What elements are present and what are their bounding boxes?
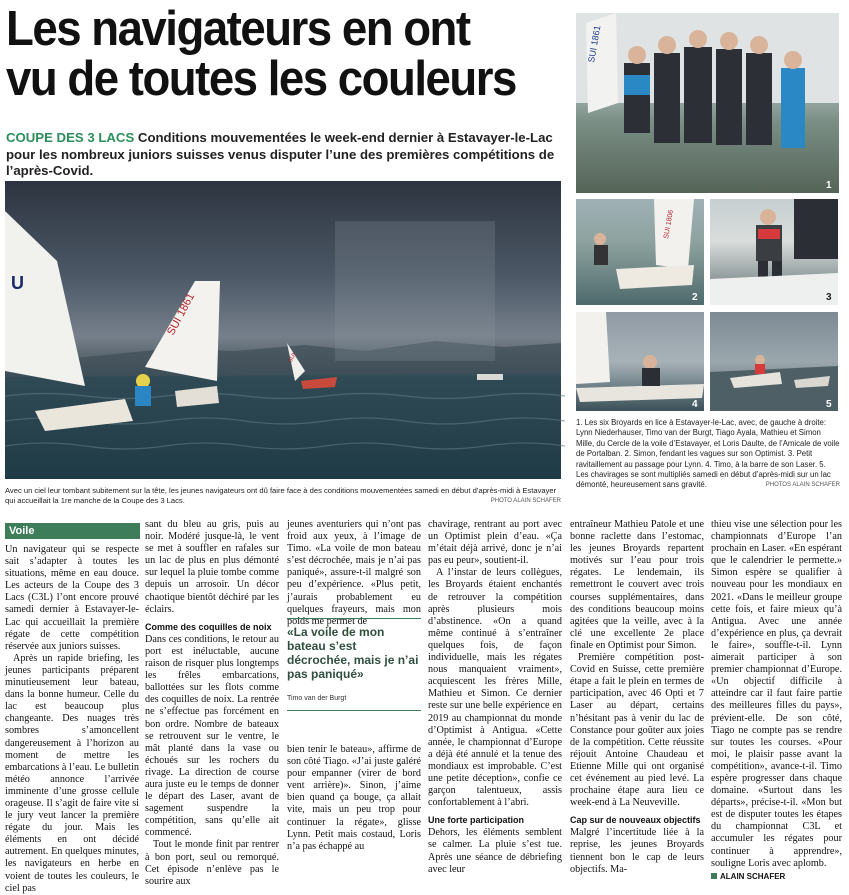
photo-number-4: 4 — [692, 399, 698, 410]
article-paragraph: thieu vise une sélection pour les championnats d’Europe l’an prochain en Laser. «En espérant que le calendrier le permette.» Simon espère se qualifier à nouveau pour les mondiaux en 2021. «Dans le meilleur groupe cette fois, et faire mieux qu’à Antigua. Avec une année d’expérience en plus, ça devrait le faire», souffle-t-il. Lynn aimerait participer à son premier championnat d’Europe. «Un objectif difficile à atteindre car il faut faire partie des meilleures filles du pays», prévient-elle. De son côté, Tiago ne compte pas se rendre sur toutes les courses. «Pour moi, le plaisir passe avant la compétition», avance-t-il. Timo espère progresser dans chaque domaine. «Surtout dans les départs», précise-t-il. «Mon but est de disputer toutes les étapes du championnat C3L et accumuler les régates pour continuer à apprendre», souligne Loris avec aplomb. — [711, 519, 842, 869]
photo-capsize — [710, 312, 838, 411]
team-photo-illustration — [576, 13, 839, 193]
article-paragraph: A l’instar de leurs collègues, les Broyards étaient enchantés de retrouver la compétition après plusieurs mois d’abstinence. «On a quand même continué à s’entraîner quelques fois, de façon individuelle, mais les régates nous manquaient vraiment», acquiescent les frères Mille, Mathieu et Simon. Ce dernier reste sur une belle expérience en 2019 au championnat du monde d’Optimist à Antigua. «Cette année, le championnat d’Europe a déjà été annulé et la tenue des mondiaux est improbable. C’est une petite déception», confie ce garçon talentueux, assis confortablement à l’abri. — [428, 567, 562, 809]
article-paragraph: bien tenir le bateau», affirme de son côté Tiago. «J’ai juste galéré pour empanner (virer de bord vent arrière)». Sinon, j’aime bien quand ça bouge, ça allait vite, mais un peu trop pour continuer la régate», glisse Lynn. Petit mais costaud, Loris n’a pas échappé au — [287, 744, 421, 852]
main-photo-caption — [5, 486, 561, 506]
main-sail-number-2: SUI — [287, 352, 298, 364]
article-paragraph: entraîneur Mathieu Patole et une bonne raclette dans l’estomac, les jeunes Broyards repartent motivés sur l’eau pour trois régates. Le lendemain, ils remettront le couvert avec trois courses supplémentaires, dans des conditions beaucoup moins agitées que la veille, avec à la clé une excellente 2e place finale en Optimist pour Simon. — [570, 519, 704, 651]
article-paragraph: chavirage, rentrant au port avec un Optimist plein d’eau. «Ça m’était déjà arrivé, donc je n’ai pas eu peur», soutient-il. — [428, 519, 562, 567]
article-paragraph: Malgré l’incertitude liée à la reprise, les jeunes Broyards tiennent bon le cap de leurs objectifs. Ma- — [570, 827, 704, 875]
main-photo-credit: PHOTO ALAIN SCHAFER — [490, 498, 561, 504]
article-paragraph: Tout le monde finit par rentrer à bon port, seul ou remorqué. Cet épisode n’enlève pas le sourire aux — [145, 839, 279, 887]
team-sail-number: SUI 1861 — [586, 24, 603, 64]
sail-letter: U — [11, 273, 24, 293]
photo-number-2: 2 — [692, 292, 698, 303]
article-paragraph: Dans ces conditions, le retour au port est inéluctable, aucune raison de risquer plus longtemps les frêles embarcations, ballottées sur les flots comme des coquilles de noix. La rentrée ne s’effectue pas forcément en bon ordre. Nombre de bateaux se retrouvent sur le ventre, le mât planté dans la vase ou échoués sur les rochers du rivage. La direction de course aura juste eu le temps de donner le départ des Laser, avant de sagement suspendre la compétition, sans qu’elle ait commencé. — [145, 633, 279, 839]
article-column-4 — [428, 519, 562, 876]
kicker: COUPE DES 3 LACS — [6, 130, 135, 145]
main-sail-number-1: SUI 1861 — [165, 291, 198, 338]
article-column-2 — [145, 519, 279, 888]
article-column-6 — [711, 519, 842, 883]
side-caption-text: 1. Les six Broyards en lice à Estavayer-le-Lac, avec, de gauche à droite: Lynn Niederhauser, Timo van der Burgt, Tiago Ayala, Mathieu et Simon Mille, du Cercle de la voile d’Estavayer, et Loris Daulte, de l’Amicale de voile de Portalban. 2. Simon, fendant les vagues sur son Optimist. 3. Petit ravitaillement au passage pour Lynn. 4. Timo, à la barre de son Laser. 5. Les chavirages se sont multipliés samedi en début d’après-midi sur un lac démonté, heureusement sans gravité. — [576, 418, 840, 490]
photo-lynn-illustration — [710, 199, 838, 305]
photo-number-5: 5 — [826, 399, 832, 410]
article-column-1 — [5, 544, 139, 895]
intertitle: Cap sur de nouveaux objectifs — [570, 815, 701, 826]
photo-capsize-illustration — [710, 312, 838, 411]
main-photo-illustration — [5, 181, 561, 479]
main-caption-text: Avec un ciel leur tombant subitement sur la tête, les jeunes navigateurs ont dû faire face à des conditions mouvementées samedi en début d’après-midi à Estavayer qui accueillait la 1re manche de la Coupe des 3 Lacs. — [5, 486, 557, 505]
article-paragraph: Un navigateur qui se respecte sait s’adapter à toutes les situations, même en eau douce. Les acteurs de la Coupe des 3 Lacs (C3L) l’ont encore prouvé samedi dernier à Estavayer-le-Lac qui accueillait la première régate de cette compétition réservée aux juniors suisses. — [5, 544, 139, 652]
intertitle: Comme des coquilles de noix — [145, 621, 272, 632]
photo-simon-illustration — [576, 199, 704, 305]
main-photo — [5, 181, 561, 479]
section-rubric: Voile — [5, 523, 140, 539]
photo-lynn — [710, 199, 838, 305]
article-paragraph: Dehors, les éléments semblent se calmer. La pluie s’est tue. Après une séance de débriefing avec leur — [428, 827, 562, 875]
article-column-3 — [287, 519, 421, 628]
photo-number-3: 3 — [826, 292, 832, 303]
pull-quote — [287, 618, 421, 711]
article-column-3-bottom — [287, 744, 421, 853]
article-column-5 — [570, 519, 704, 876]
simon-sail-number: SUI 1806 — [663, 209, 676, 240]
article-paragraph: Après un rapide briefing, les jeunes participants préparent minutieusement leur bateau, dans la bonne humeur. Celle du lac est beaucoup plus changeante. Des nuages très sombres s’amoncellent dangereusement à l’horizon au moment de mettre les embarcations à l’eau. Le bulletin météo annonce l’arrivée imminente d’une grosse cellule orageuse. Il s’agit de faire vite si le jury veut lancer la première régate du jour. Mais les éléments en ont décidé autrement. En quelques minutes, les navigateurs en herbe en voient de toutes les couleurs, le ciel pas — [5, 652, 139, 894]
headline: Les navigateurs en ont vu de toutes les couleurs — [6, 2, 516, 106]
side-photos-caption — [576, 418, 840, 491]
article-paragraph: sant du bleu au gris, puis au noir. Modéré jusque-là, le vent se met à souffler en rafales sur un lac de plus en plus démonté sur lequel la pluie tombe comme depuis un arrosoir. Un décor chaotique bientôt déchiré par les éclairs. — [145, 519, 279, 615]
photo-simon — [576, 199, 704, 305]
lead-paragraph — [6, 130, 562, 180]
article-paragraph: Première compétition post-Covid en Suisse, cette première étape a fait le plein en termes de participation, avec 46 Opti et 7 Laser au départ, certains n’hésitant pas à venir du lac de Constance pour goûter aux joies de la compétition. Cette réussite réjouit Antoine Chaudeau et Etienne Mille qui ont organisé cet événement au pied levé. La prochaine étape aura lieu ce week-end à La Neuveville. — [570, 652, 704, 809]
photo-number-1: 1 — [826, 180, 832, 191]
author-signature: ALAIN SCHAFER — [711, 871, 842, 883]
lead-text: Conditions mouvementées le week-end dernier à Estavayer-le-Lac pour les nombreux juniors suisses venus disputer l’une des premières compétitions de l’après-Covid. — [6, 130, 555, 178]
team-photo — [576, 13, 839, 193]
article-paragraph: jeunes aventuriers qui n’ont pas froid aux yeux, à l’image de Timo. «La voile de mon bateau s’est décrochée, mais je n’ai pas paniqué», assure-t-il malgré son peu d’expérience. «Plus petit, j’aurais probablement eu quelques frayeurs, mais mon poids me permet de — [287, 519, 421, 627]
intertitle: Une forte participation — [428, 815, 525, 826]
pull-quote-text: «La voile de mon bateau s’est décrochée, mais je n’ai pas paniqué» — [287, 625, 419, 681]
pull-quote-author: Timo van der Burgt — [287, 695, 347, 702]
photo-timo — [576, 312, 704, 411]
photo-timo-illustration — [576, 312, 704, 411]
side-photos-credit: PHOTOS ALAIN SCHAFER — [765, 482, 840, 489]
